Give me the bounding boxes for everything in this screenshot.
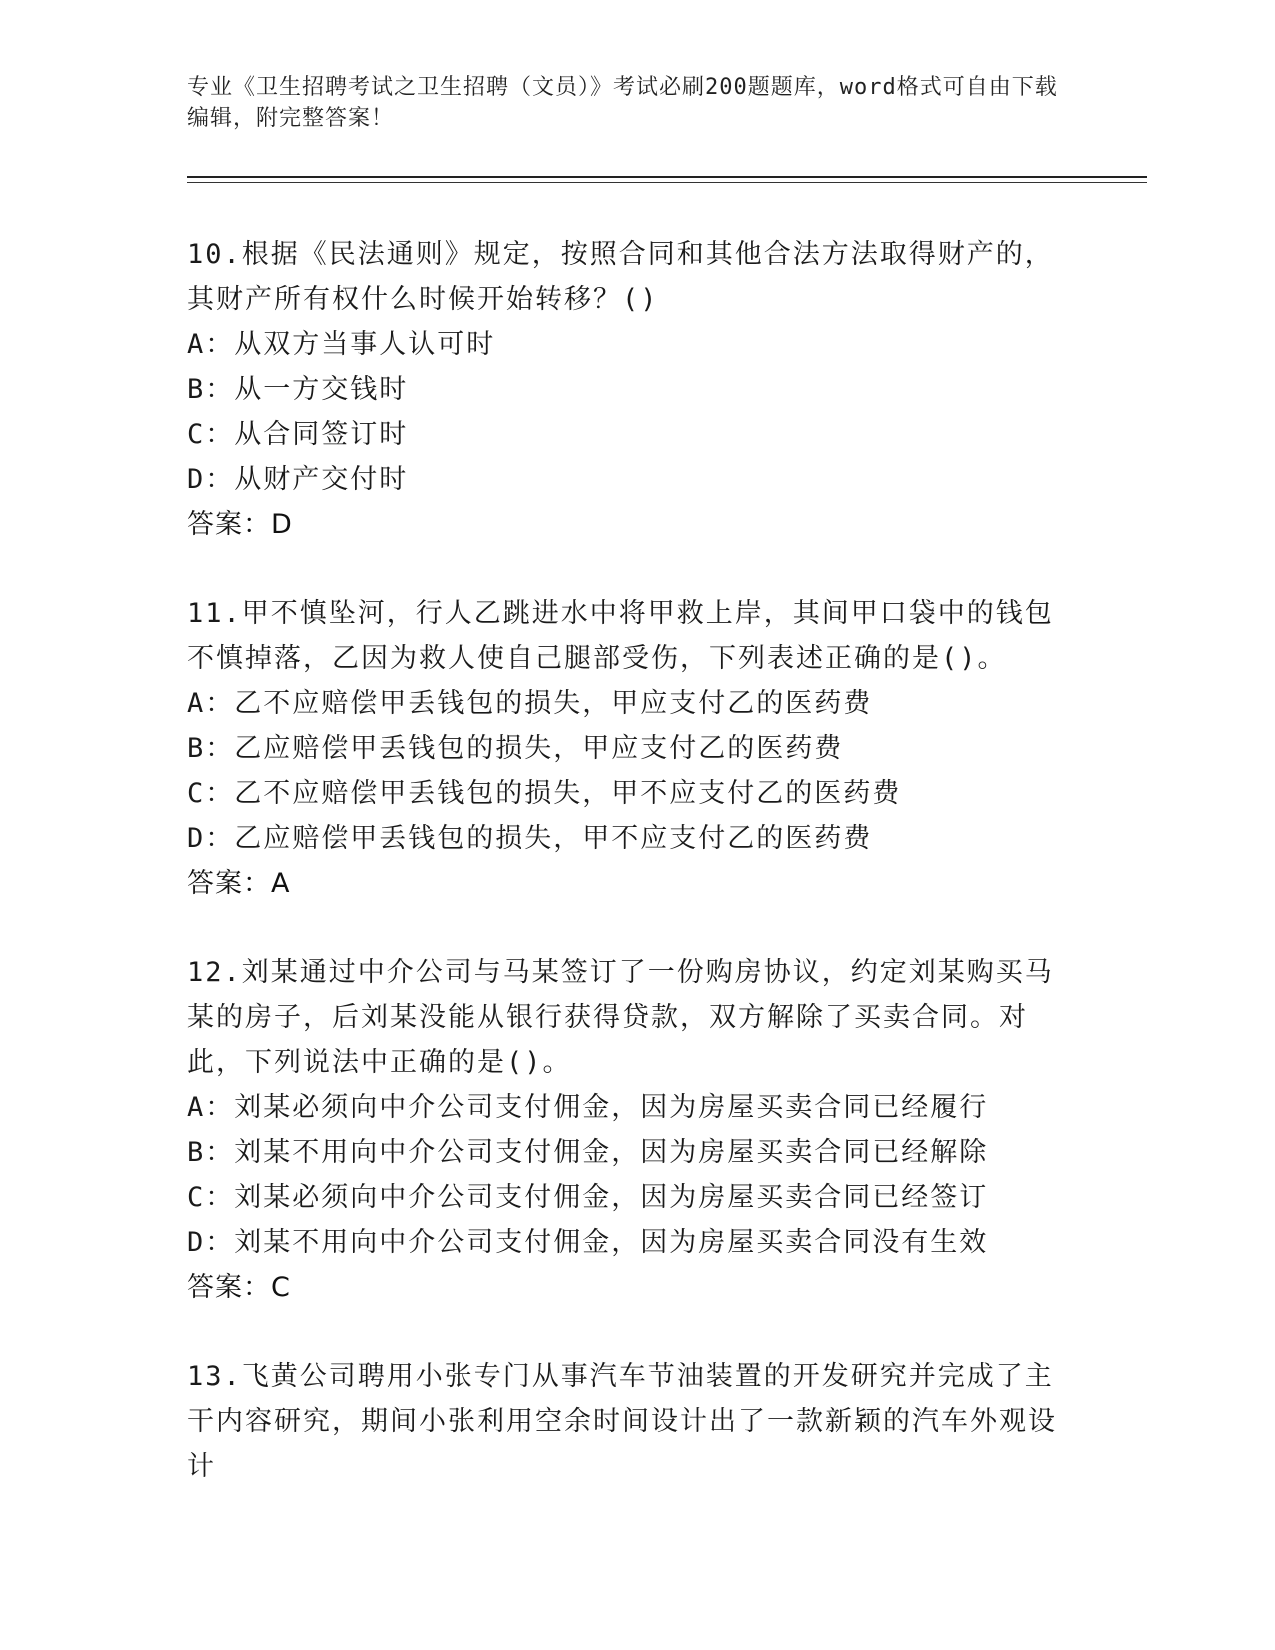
question-12 xyxy=(187,950,1077,1310)
option-d: D：乙应赔偿甲丢钱包的损失，甲不应支付乙的医药费 xyxy=(187,823,873,854)
option-a: A：乙不应赔偿甲丢钱包的损失，甲应支付乙的医药费 xyxy=(187,688,873,719)
option-a: A：刘某必须向中介公司支付佣金，因为房屋买卖合同已经履行 xyxy=(187,1092,989,1123)
option-b: B：乙应赔偿甲丢钱包的损失，甲应支付乙的医药费 xyxy=(187,733,844,764)
question-stem: 10.根据《民法通则》规定，按照合同和其他合法方法取得财产的，其财产所有权什么时候开始转移？() xyxy=(187,239,1054,315)
header-divider-thin xyxy=(187,182,1147,183)
option-a: A：从双方当事人认可时 xyxy=(187,329,496,360)
header-text: 专业《卫生招聘考试之卫生招聘（文员）》考试必刷200题题库，word格式可自由下载编辑，附完整答案！ xyxy=(187,75,1058,131)
question-stem: 12.刘某通过中介公司与马某签订了一份购房协议，约定刘某购买马某的房子，后刘某没能从银行获得贷款，双方解除了买卖合同。对此，下列说法中正确的是()。 xyxy=(187,957,1054,1078)
option-d: D：刘某不用向中介公司支付佣金，因为房屋买卖合同没有生效 xyxy=(187,1227,989,1258)
header-divider-thick xyxy=(187,176,1147,178)
document-header xyxy=(187,72,1067,134)
question-stem: 13.飞黄公司聘用小张专门从事汽车节油装置的开发研究并完成了主干内容研究，期间小张利用空余时间设计出了一款新颖的汽车外观设计 xyxy=(187,1361,1057,1482)
question-13 xyxy=(187,1354,1077,1489)
answer-line: 答案：A xyxy=(187,868,291,899)
question-10 xyxy=(187,232,1077,547)
question-11 xyxy=(187,591,1077,906)
answer-line: 答案：D xyxy=(187,509,293,540)
option-b: B：从一方交钱时 xyxy=(187,374,409,405)
question-stem: 11.甲不慎坠河，行人乙跳进水中将甲救上岸，其间甲口袋中的钱包不慎掉落，乙因为救人使自己腿部受伤，下列表述正确的是()。 xyxy=(187,598,1054,674)
option-c: C：乙不应赔偿甲丢钱包的损失，甲不应支付乙的医药费 xyxy=(187,778,902,809)
option-d: D：从财产交付时 xyxy=(187,464,409,495)
option-c: C：刘某必须向中介公司支付佣金，因为房屋买卖合同已经签订 xyxy=(187,1182,989,1213)
option-c: C：从合同签订时 xyxy=(187,419,409,450)
answer-line: 答案：C xyxy=(187,1272,291,1303)
question-list xyxy=(187,232,1077,1533)
option-b: B：刘某不用向中介公司支付佣金，因为房屋买卖合同已经解除 xyxy=(187,1137,989,1168)
